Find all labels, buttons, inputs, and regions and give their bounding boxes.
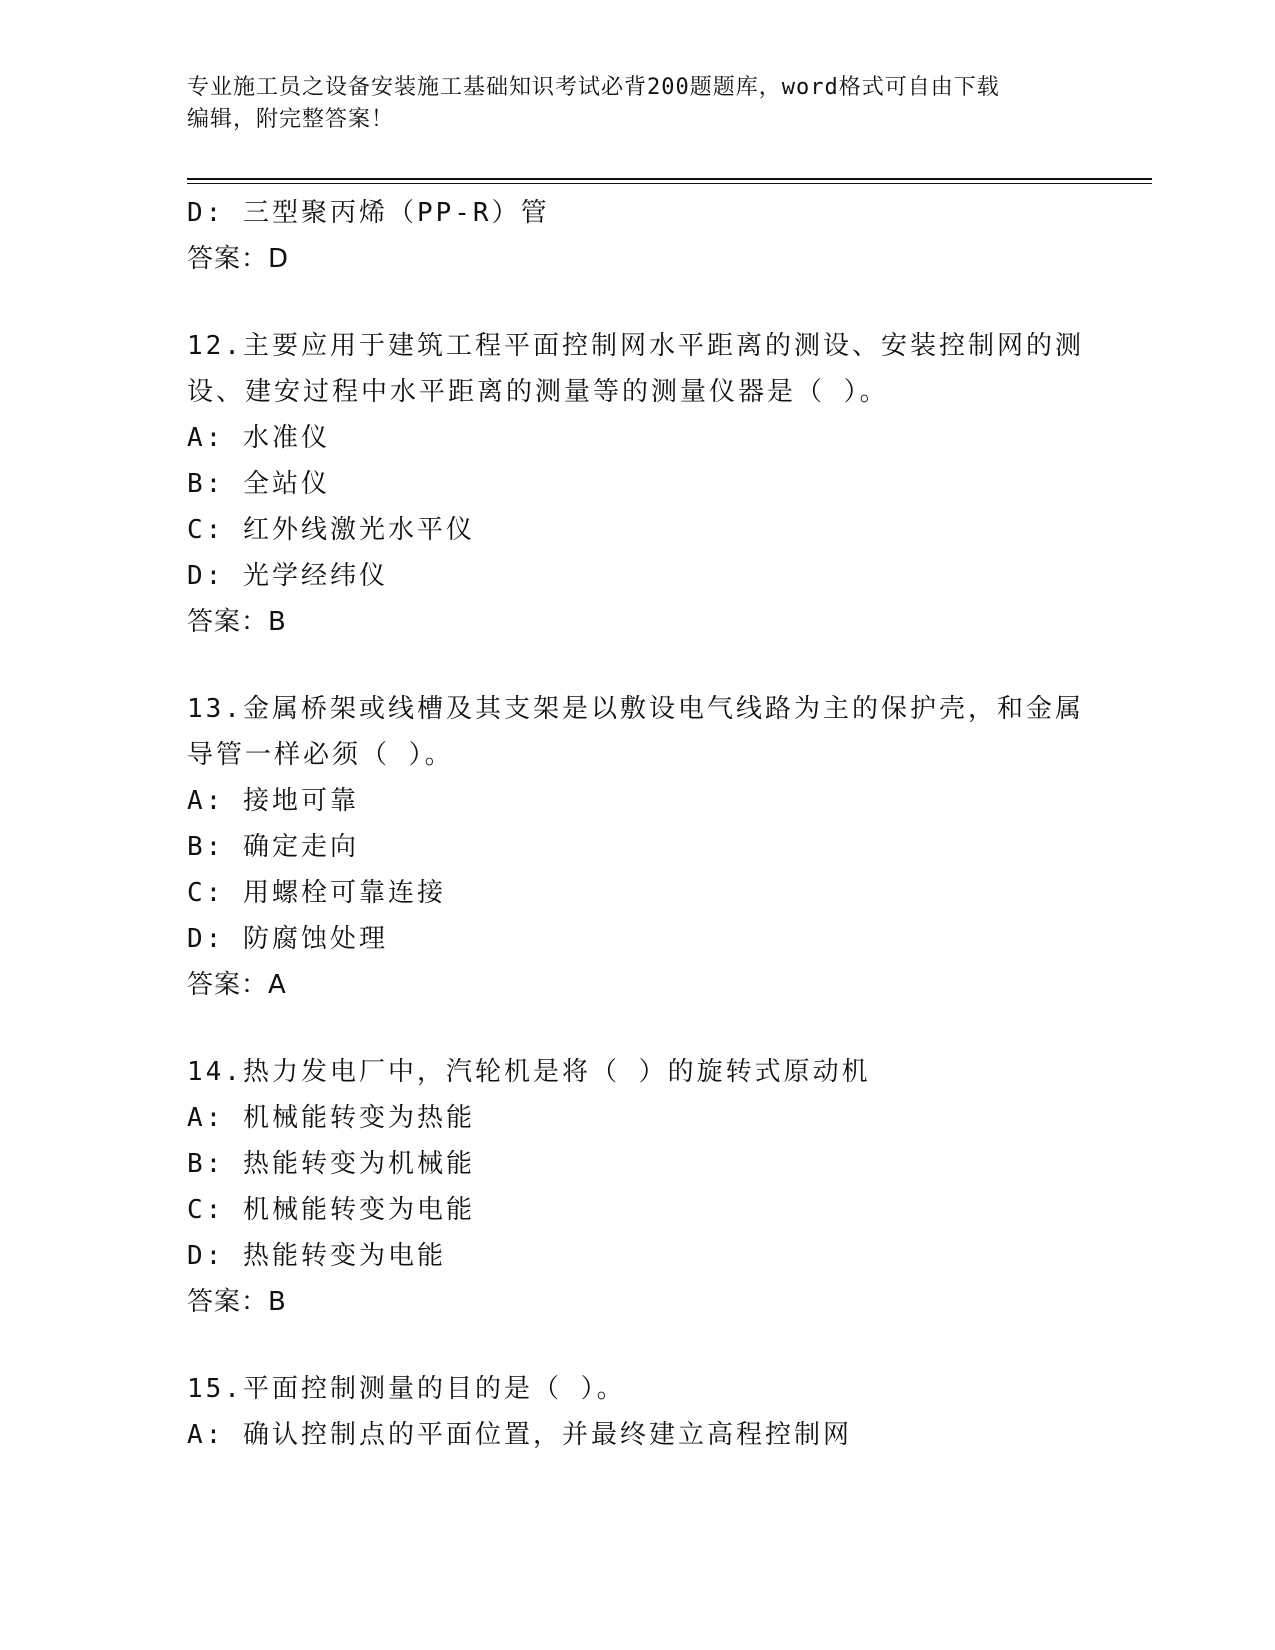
- document-header: [187, 72, 1087, 136]
- answer-line: 答案：D: [187, 244, 290, 274]
- option-b: B: 热能转变为机械能: [187, 1149, 475, 1179]
- question-list: [187, 190, 1087, 1458]
- question-stem-line-1: 14.热力发电厂中，汽轮机是将（ ）的旋转式原动机: [187, 1057, 871, 1087]
- question-stem-line-1: 13.金属桥架或线槽及其支架是以敷设电气线路为主的保护壳，和金属: [187, 694, 1084, 724]
- question-12: [187, 323, 1087, 645]
- option-a: A: 水准仪: [187, 423, 330, 453]
- question-stem-line-1: 12.主要应用于建筑工程平面控制网水平距离的测设、安装控制网的测: [187, 331, 1084, 361]
- option-b: B: 全站仪: [187, 469, 330, 499]
- option-b: B: 确定走向: [187, 832, 359, 862]
- option-d: D: 光学经纬仪: [187, 561, 388, 591]
- header-divider-thin: [187, 183, 1152, 184]
- header-title-line-2: 编辑，附完整答案！: [187, 107, 395, 132]
- question-13: [187, 686, 1087, 1008]
- option-a: A: 接地可靠: [187, 786, 359, 816]
- option-a: A: 确认控制点的平面位置，并最终建立高程控制网: [187, 1420, 852, 1450]
- option-c: C: 红外线激光水平仪: [187, 515, 475, 545]
- option-d: D: 热能转变为电能: [187, 1241, 446, 1271]
- answer-line: 答案：A: [187, 970, 287, 1000]
- option-c: C: 用螺栓可靠连接: [187, 878, 446, 908]
- question-stem-line-2: 导管一样必须（ ）。: [187, 740, 454, 770]
- question-14: [187, 1049, 1087, 1325]
- answer-line: 答案：B: [187, 1287, 287, 1317]
- previous-question-tail: [187, 190, 1087, 282]
- option-c: C: 机械能转变为电能: [187, 1195, 475, 1225]
- answer-line: 答案：B: [187, 607, 287, 637]
- header-title-line-1: 专业施工员之设备安装施工基础知识考试必背200题题库，word格式可自由下载: [187, 75, 1000, 100]
- option-d: D: 三型聚丙烯（PP-R）管: [187, 198, 550, 228]
- option-d: D: 防腐蚀处理: [187, 924, 388, 954]
- question-stem-line-2: 设、建安过程中水平距离的测量等的测量仪器是（ ）。: [187, 377, 889, 407]
- option-a: A: 机械能转变为热能: [187, 1103, 475, 1133]
- question-stem-line-1: 15.平面控制测量的目的是（ ）。: [187, 1374, 626, 1404]
- question-15: [187, 1366, 1087, 1458]
- header-divider-thick: [187, 178, 1152, 180]
